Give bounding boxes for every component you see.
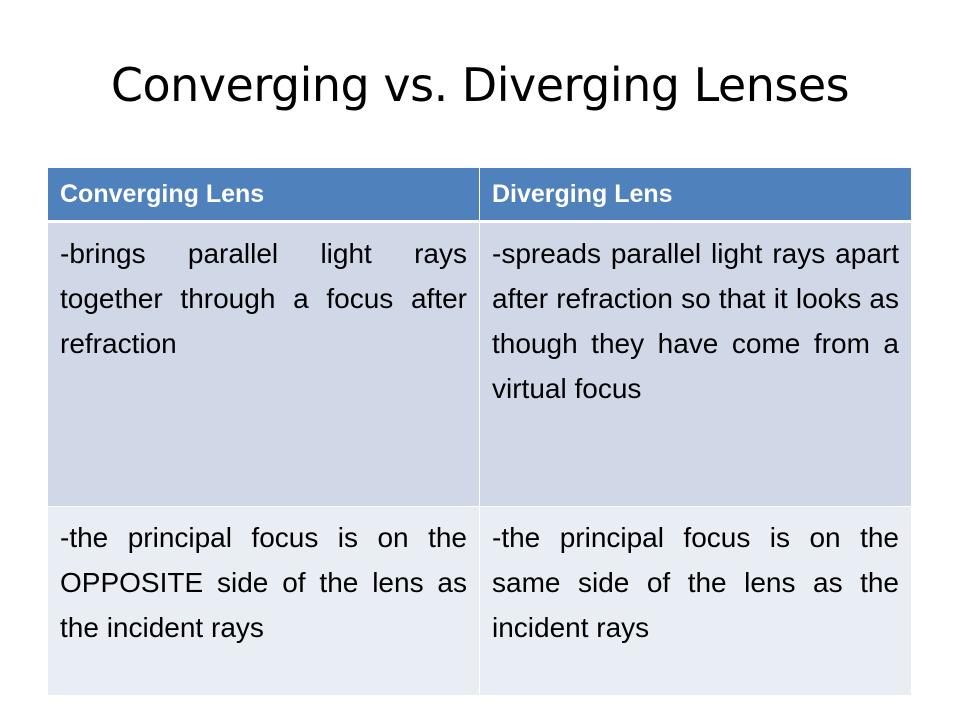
table-row	[48, 223, 912, 507]
table-cell-diverging-definition: -spreads parallel light rays apart after refraction so that it looks as though they have come from a virtual focus	[480, 223, 912, 507]
table-cell-converging-definition: -brings parallel light rays together through a focus after refraction	[48, 223, 480, 507]
table-header-row	[48, 168, 912, 223]
table-cell-converging-focus: -the principal focus is on the OPPOSITE side of the lens as the incident rays	[48, 507, 480, 696]
slide-title: Converging vs. Diverging Lenses	[110, 58, 850, 112]
table-row	[48, 507, 912, 696]
column-header-converging: Converging Lens	[48, 168, 480, 223]
table-cell-diverging-focus: -the principal focus is on the same side of the lens as the incident rays	[480, 507, 912, 696]
comparison-table	[48, 168, 912, 696]
column-header-diverging: Diverging Lens	[480, 168, 912, 223]
